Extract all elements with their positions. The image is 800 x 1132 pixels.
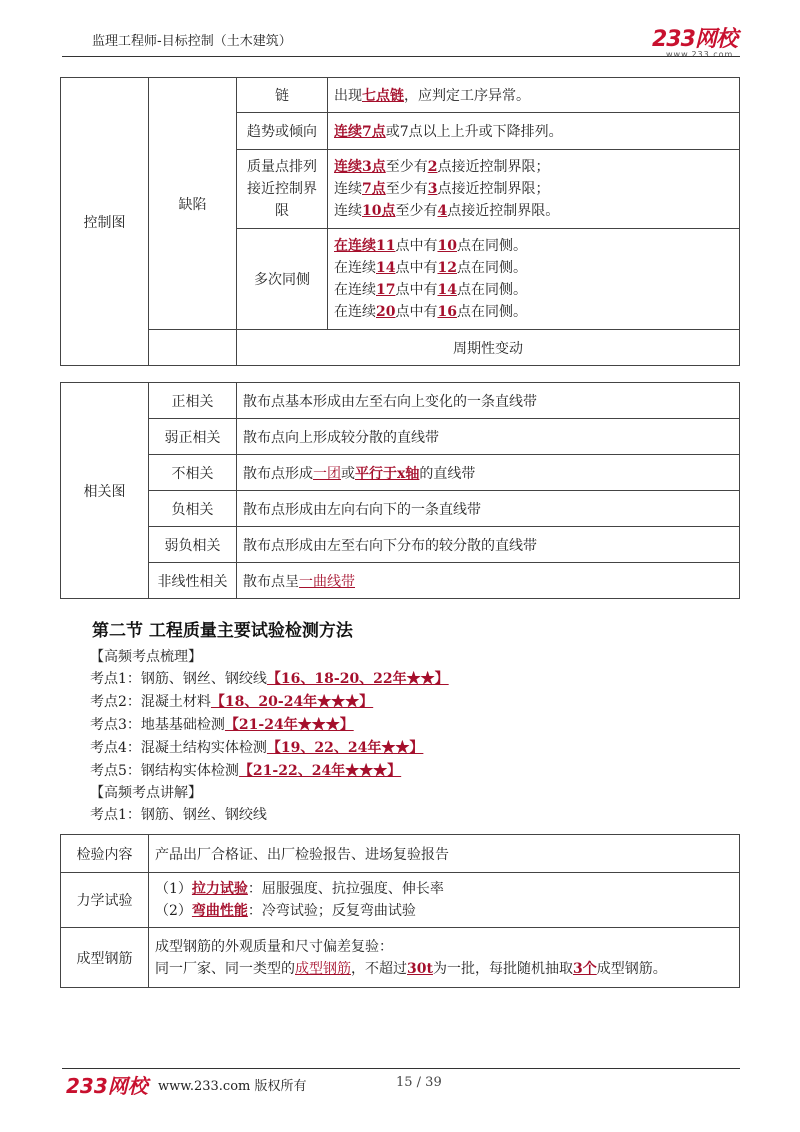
defect-desc: 连续7点或7点以上上升或下降排列。 [328,113,740,150]
list-item: 考点1：钢筋、钢丝、钢绞线【16、18-20、22年★★】 [90,671,449,687]
logo-text: 233网校 [652,27,737,52]
section-heading: 第二节 工程质量主要试验检测方法 [92,621,353,641]
list-item: 考点3：地基基础检测【21-24年★★★】 [90,717,354,733]
table-row [61,383,740,419]
item-label: 成型钢筋 [61,928,149,988]
footer-logo: 233网校 [66,1074,148,1098]
logo-url: www.233.com [666,50,734,59]
table-row [61,78,740,113]
corr-desc: 散布点形成由左向右向下的一条直线带 [237,491,740,527]
corr-desc: 散布点向上形成较分散的直线带 [237,419,740,455]
table-row [61,527,740,563]
defect-desc: 出现七点链，应判定工序异常。 [328,78,740,113]
table-row [61,835,740,873]
list-item: 考点5：钢结构实体检测【21-22、24年★★★】 [90,763,402,779]
subheading: 【高频考点讲解】 [90,785,202,801]
corr-label: 负相关 [149,491,237,527]
table-row [61,491,740,527]
item-desc: 成型钢筋的外观质量和尺寸偏差复验： 同一厂家、同一类型的成型钢筋，不超过30t为一批，每批随机抽取3个成型钢筋。 [149,928,740,988]
defect-label: 质量点排列 接近控制界 限 [237,150,328,229]
corr-label: 不相关 [149,455,237,491]
table-row [61,563,740,599]
rebar-test-table [60,834,740,988]
defect-desc: 连续3点至少有2点接近控制界限； 连续7点至少有3点接近控制界限； 连续10点至少有4点接近控制界限。 [328,150,740,229]
table-row [61,455,740,491]
footer-divider [62,1068,740,1069]
control-chart-table [60,77,740,366]
corr-desc: 散布点呈一曲线带 [237,563,740,599]
defect-label: 多次同侧 [237,229,328,330]
footer-copyright: www.233.com 版权所有 [158,1079,307,1094]
category-cell: 控制图 [61,78,149,366]
list-item: 考点2：混凝土材料【18、20-24年★★★】 [90,694,374,710]
table-row [61,873,740,928]
item-label: 力学试验 [61,873,149,928]
corr-desc: 散布点基本形成由左至右向上变化的一条直线带 [237,383,740,419]
corr-label: 正相关 [149,383,237,419]
subheading: 【高频考点梳理】 [90,649,202,665]
correlation-table [60,382,740,599]
subheading: 考点1：钢筋、钢丝、钢绞线 [90,807,267,823]
category-cell: 相关图 [61,383,149,599]
header-divider [62,56,740,57]
defect-label: 趋势或倾向 [237,113,328,150]
table-row [61,419,740,455]
page-number: 15 / 39 [396,1075,442,1090]
brand-logo [652,22,737,59]
document-title: 监理工程师-目标控制（土木建筑） [92,34,292,49]
item-desc: 产品出厂合格证、出厂检验报告、进场复验报告 [149,835,740,873]
defect-label: 链 [237,78,328,113]
type-cell: 缺陷 [149,78,237,330]
table-row [61,330,740,366]
corr-label: 弱正相关 [149,419,237,455]
corr-desc: 散布点形成由左至右向下分布的较分散的直线带 [237,527,740,563]
corr-desc: 散布点形成一团或平行于x轴的直线带 [237,455,740,491]
defect-desc: 在连续11点中有10点在同侧。 在连续14点中有12点在同侧。 在连续17点中有14点在同侧。 在连续20点中有16点在同侧。 [328,229,740,330]
corr-label: 弱负相关 [149,527,237,563]
defect-label: 周期性变动 [237,330,740,366]
list-item: 考点4：混凝土结构实体检测【19、22、24年★★】 [90,740,424,756]
corr-label: 非线性相关 [149,563,237,599]
table-row [61,928,740,988]
item-desc: （1）拉力试验：屈服强度、抗拉强度、伸长率 （2）弯曲性能：冷弯试验；反复弯曲试验 [149,873,740,928]
item-label: 检验内容 [61,835,149,873]
